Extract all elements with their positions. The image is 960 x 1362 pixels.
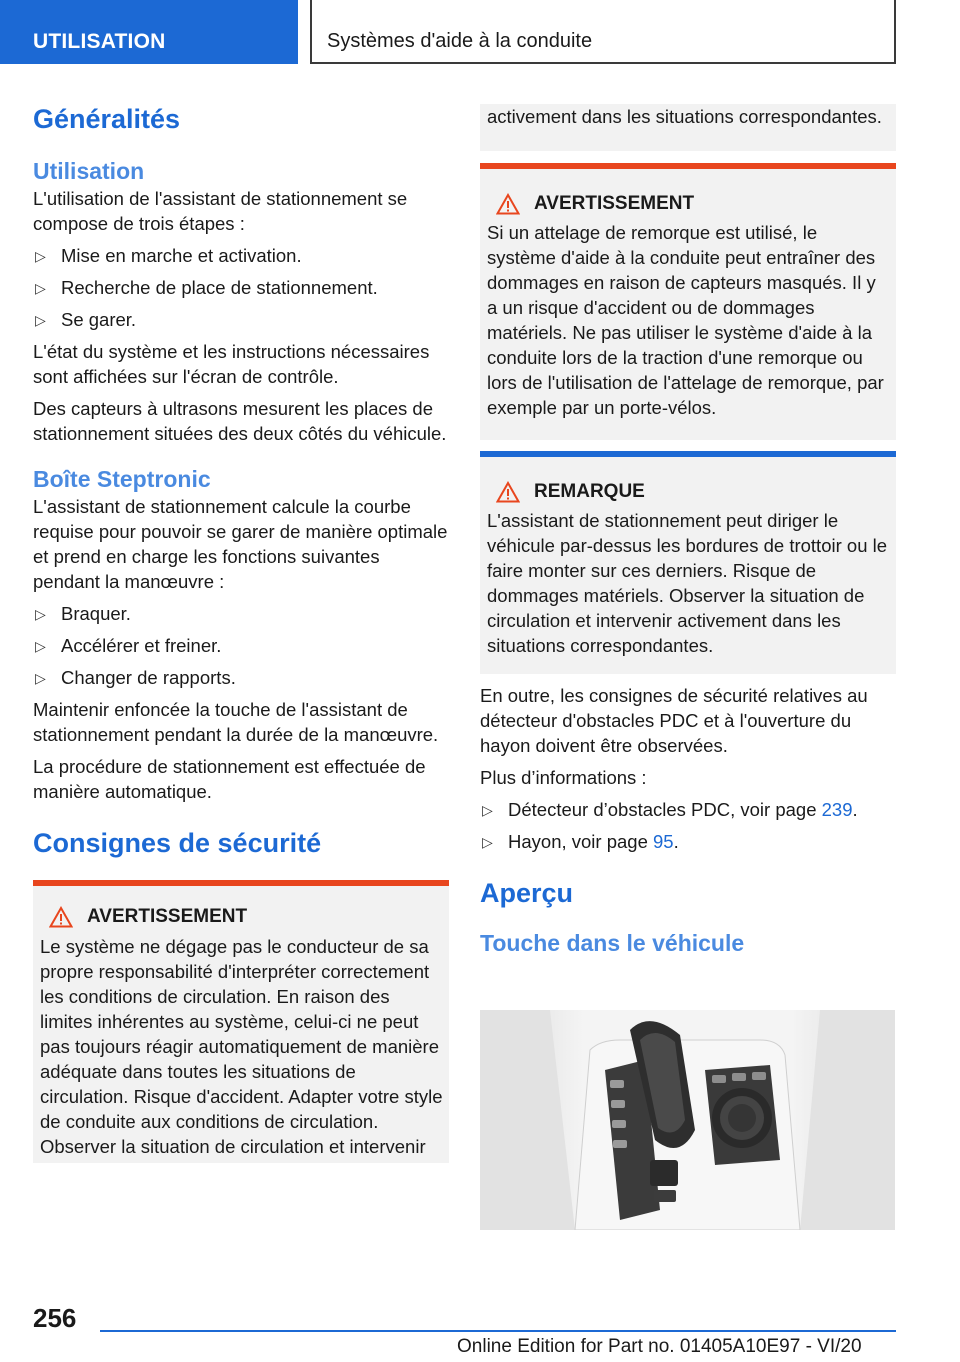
chapter-header (310, 0, 896, 64)
console-photo (480, 1010, 895, 1230)
bullet-triangle-icon: ▷ (35, 606, 46, 622)
bullet-triangle-icon: ▷ (35, 280, 46, 296)
warning-box (480, 163, 896, 440)
chapter-title: Systèmes d'aide à la conduite (327, 30, 593, 52)
right-column (480, 104, 896, 958)
left-column (33, 100, 449, 1163)
heading-steptronic: Boîte Steptronic (33, 466, 211, 492)
heading-generalites: Généralités (33, 104, 181, 134)
heading-apercu: Aperçu (480, 878, 574, 908)
bullet-triangle-icon: ▷ (35, 312, 46, 328)
list-item: ▷ Accélérer et freiner. (33, 633, 449, 658)
bullet-triangle-icon: ▷ (35, 638, 46, 654)
note-triangle-icon (496, 481, 520, 503)
warning-box (33, 880, 449, 1163)
warning-bar (33, 880, 449, 886)
list-item: ▷ Détecteur d’obstacles PDC, voir page 239. (480, 797, 896, 822)
section-title: UTILISATION (33, 30, 166, 53)
warning-box-continued (480, 104, 896, 151)
warning-title: AVERTISSEMENT (487, 191, 890, 216)
footer-edition: Online Edition for Part no. 01405A10E97 - VI/20 (457, 1336, 862, 1357)
note-title: REMARQUE (487, 479, 890, 504)
page-link-95[interactable]: 95 (653, 831, 674, 852)
paragraph: Plus d’informations : (480, 767, 647, 788)
paragraph: La procédure de stationnement est effectuée de manière automatique. (33, 756, 426, 802)
warning-bar (480, 163, 896, 169)
note-text: L'assistant de stationnement peut diriger le véhicule par-dessus les bordures de trottoir ou le faire monter sur ces derniers. Risque de dommages matériels. Observer la situation de circulation et intervenir activement dans les situations correspondantes. (487, 510, 888, 656)
warning-title: AVERTISSEMENT (40, 904, 443, 929)
warning-text: Le système ne dégage pas le conducteur de sa propre responsabilité d'interpréter correctement les conditions de circulation. En raison des limites inhérentes au système, celui-ci ne peut pas toujours réagir automatiquement de manière adéquate dans toutes les situations de circulation. Risque d'accident. Adapter votre style de conduite aux conditions de circulation. Observer la situation de circulation et intervenir (40, 936, 443, 1157)
steps-list (33, 243, 449, 332)
paragraph: L'utilisation de l'assistant de stationnement se compose de trois étapes : (33, 188, 408, 234)
warning-text: Si un attelage de remorque est utilisé, le système d'aide à la conduite peut entraîner des dommages en raison de capteurs masqués. Il y a un risque d'accident ou de dommages matériels. Ne pas utiliser le système d'aide à la conduite lors de la traction d'une remorque ou lors de l'utilisation de l'attelage de remorque, par exemple par un porte-vélos. (487, 222, 884, 418)
warning-triangle-icon (496, 193, 520, 215)
warning-triangle-icon (49, 906, 73, 928)
list-item: ▷ Braquer. (33, 601, 449, 626)
paragraph: L'assistant de stationnement calcule la courbe requise pour pouvoir se garer de manière optimale et prend en charge les fonctions suivantes pendant la manœuvre : (33, 496, 448, 592)
footer-rule (100, 1330, 896, 1332)
functions-list (33, 601, 449, 690)
bullet-triangle-icon: ▷ (35, 670, 46, 686)
list-item: ▷ Mise en marche et activation. (33, 243, 449, 268)
heading-consignes: Consignes de sécurité (33, 828, 322, 858)
list-item: ▷ Changer de rapports. (33, 665, 449, 690)
bullet-triangle-icon: ▷ (482, 834, 493, 850)
section-tab (0, 0, 298, 64)
page-link-239[interactable]: 239 (821, 799, 853, 820)
paragraph: L'état du système et les instructions nécessaires sont affichées sur l'écran de contrôle. (33, 341, 430, 387)
heading-touche: Touche dans le véhicule (480, 930, 745, 956)
warning-text: activement dans les situations correspondantes. (487, 106, 882, 127)
references-list (480, 797, 896, 854)
paragraph: Maintenir enfoncée la touche de l'assistant de stationnement pendant la durée de la manœuvre. (33, 699, 439, 745)
bullet-triangle-icon: ▷ (35, 248, 46, 264)
heading-utilisation: Utilisation (33, 158, 145, 184)
paragraph: En outre, les consignes de sécurité relatives au détecteur d'obstacles PDC et à l'ouverture du hayon doivent être observées. (480, 685, 868, 756)
list-item: ▷ Se garer. (33, 307, 449, 332)
list-item: ▷ Hayon, voir page 95. (480, 829, 896, 854)
paragraph: Des capteurs à ultrasons mesurent les places de stationnement situées des deux côtés du véhicule. (33, 398, 447, 444)
note-box (480, 451, 896, 674)
bullet-triangle-icon: ▷ (482, 802, 493, 818)
list-item: ▷ Recherche de place de stationnement. (33, 275, 449, 300)
note-bar (480, 451, 896, 457)
page-number: 256 (33, 1303, 77, 1333)
